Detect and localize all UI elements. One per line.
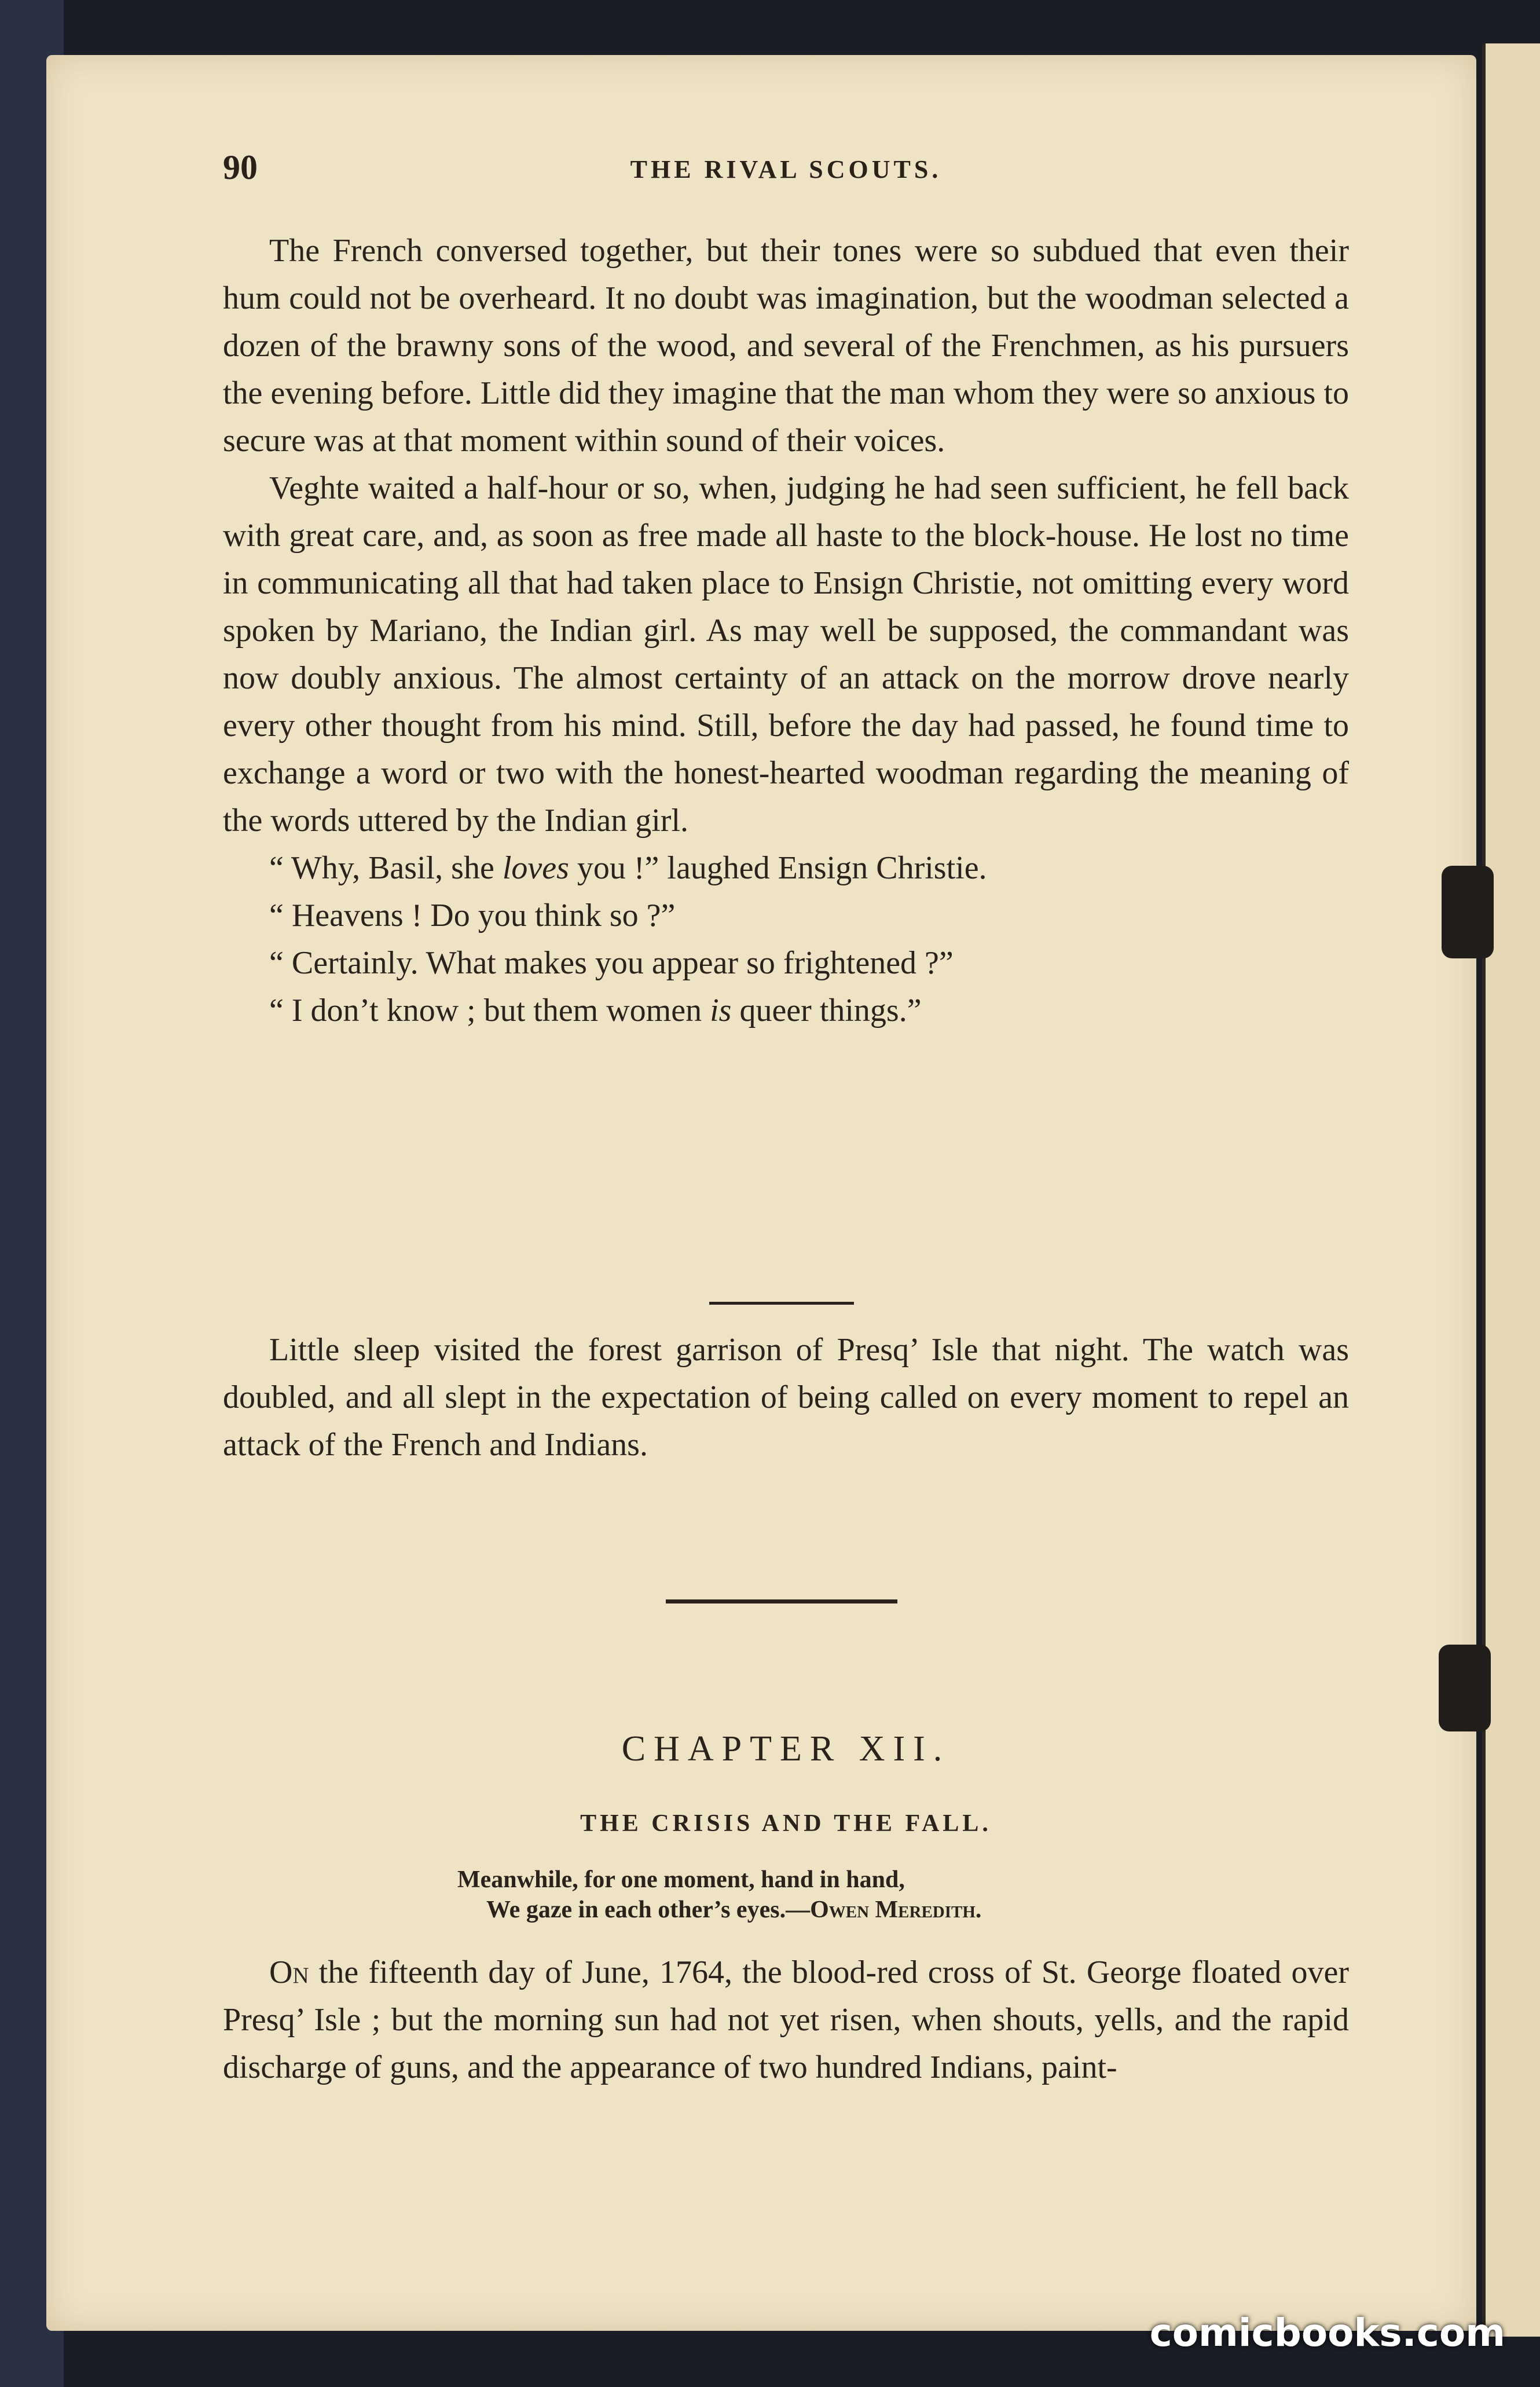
dialogue-line: “ I don’t know ; but them women is queer things.” bbox=[269, 993, 922, 1028]
binding-hole-lower bbox=[1439, 1645, 1491, 1731]
dialogue-line: “ Heavens ! Do you think so ?” bbox=[269, 898, 676, 933]
next-page-edge bbox=[1482, 43, 1540, 2337]
dialogue-line: “ Certainly. What makes you appear so frightened ?” bbox=[269, 945, 954, 981]
running-head bbox=[223, 148, 1349, 194]
after-break-paragraph: Little sleep visited the forest garrison of Presq’ Isle that night. The watch was doubled, and all slept in the expectation of being called on every moment to repel an attack of the French and Indians. bbox=[223, 1332, 1349, 1463]
body-paragraphs bbox=[223, 227, 1349, 1034]
page-number: 90 bbox=[223, 148, 258, 186]
epigraph-author: Owen Meredith. bbox=[810, 1897, 982, 1923]
section-break-rule bbox=[709, 1302, 854, 1305]
chapter-rule bbox=[666, 1599, 897, 1603]
epigraph bbox=[457, 1865, 981, 1925]
running-title: THE RIVAL SCOUTS. bbox=[630, 155, 942, 184]
opening-word: On bbox=[269, 1954, 309, 1990]
paragraph: Veghte waited a half-hour or so, when, judging he had seen sufficient, he fell back with great care, and, as soon as free made all haste to the block-house. He lost no time in communicating all that had taken place to Ensign Christie, not omitting every word spoken by Mariano, the Indian girl. As may well be supposed, the commandant was now doubly anxious. The almost certainty of an attack on the morrow drove nearly every other thought from his mind. Still, before the day had passed, he found time to exchange a word or two with the honest-hearted woodman regarding the meaning of the words uttered by the Indian girl. bbox=[223, 470, 1349, 839]
chapter-opening: On the fifteenth day of June, 1764, the blood-red cross of St. George floated over Presq’ Isle ; but the morning sun had not yet risen, when shouts, yells, and the rapid discharge of guns, and the appearance of two hundred Indians, paint- bbox=[223, 1954, 1349, 2085]
chapter-heading: CHAPTER XII. bbox=[621, 1729, 951, 1769]
paragraph: The French conversed together, but their tones were so subdued that even their hum could not be overheard. It no doubt was imagination, but the woodman selected a dozen of the brawny sons of the wood, and several of the Frenchmen, as his pursuers the evening before. Little did they imagine that the man whom they were so anxious to secure was at that moment within sound of their voices. bbox=[223, 233, 1349, 459]
dialogue-line: “ Why, Basil, she loves you !” laughed Ensign Christie. bbox=[269, 850, 987, 886]
binding-hole-upper bbox=[1442, 866, 1494, 958]
watermark: comicbooks.com bbox=[1149, 2311, 1505, 2355]
epigraph-line: Meanwhile, for one moment, hand in hand, bbox=[457, 1866, 905, 1893]
dialogue bbox=[223, 844, 1349, 1034]
chapter-subtitle: THE CRISIS AND THE FALL. bbox=[580, 1810, 992, 1837]
epigraph-line: We gaze in each other’s eyes.—Owen Meredith. bbox=[486, 1897, 982, 1923]
